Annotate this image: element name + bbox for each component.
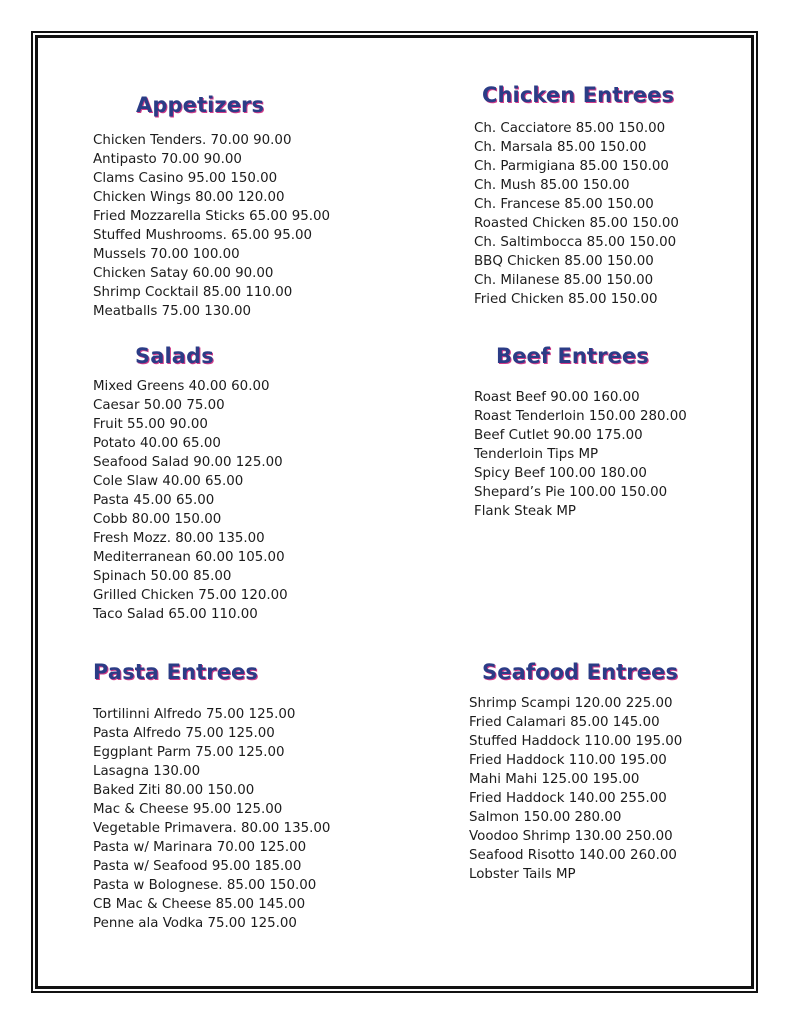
menu-item: Ch. Saltimbocca 85.00 150.00 — [474, 235, 677, 250]
menu-item: Fried Chicken 85.00 150.00 — [474, 292, 658, 307]
menu-item: Roast Beef 90.00 160.00 — [474, 390, 640, 405]
menu-item: Potato 40.00 65.00 — [93, 436, 221, 451]
menu-item: Clams Casino 95.00 150.00 — [93, 171, 278, 186]
menu-item: Stuffed Mushrooms. 65.00 95.00 — [93, 228, 313, 243]
menu-item: Roasted Chicken 85.00 150.00 — [474, 216, 679, 231]
menu-item: Spinach 50.00 85.00 — [93, 569, 232, 584]
menu-item: Fried Calamari 85.00 145.00 — [469, 715, 660, 730]
menu-item: Chicken Satay 60.00 90.00 — [93, 266, 274, 281]
menu-item: Pasta w/ Seafood 95.00 185.00 — [93, 859, 302, 874]
menu-item: Ch. Mush 85.00 150.00 — [474, 178, 630, 193]
menu-item: Salmon 150.00 280.00 — [469, 810, 622, 825]
menu-item: Caesar 50.00 75.00 — [93, 398, 225, 413]
menu-item: Ch. Francese 85.00 150.00 — [474, 197, 654, 212]
menu-item: Seafood Risotto 140.00 260.00 — [469, 848, 677, 863]
menu-item: Lobster Tails MP — [469, 867, 576, 882]
menu-item: Fresh Mozz. 80.00 135.00 — [93, 531, 265, 546]
pasta-entrees-heading: Pasta Entrees — [93, 660, 258, 684]
menu-item: Stuffed Haddock 110.00 195.00 — [469, 734, 683, 749]
menu-item: Seafood Salad 90.00 125.00 — [93, 455, 283, 470]
beef-entrees-list — [474, 388, 687, 521]
appetizers-heading: Appetizers — [136, 93, 265, 117]
menu-item: CB Mac & Cheese 85.00 145.00 — [93, 897, 306, 912]
appetizers-list — [93, 131, 330, 321]
salads-list — [93, 377, 288, 624]
menu-item: Pasta 45.00 65.00 — [93, 493, 215, 508]
menu-item: Pasta w/ Marinara 70.00 125.00 — [93, 840, 307, 855]
menu-item: Fried Haddock 140.00 255.00 — [469, 791, 667, 806]
seafood-entrees-heading: Seafood Entrees — [482, 660, 679, 684]
menu-item: Tortilinni Alfredo 75.00 125.00 — [93, 707, 296, 722]
menu-item: Spicy Beef 100.00 180.00 — [474, 466, 647, 481]
menu-item: Chicken Tenders. 70.00 90.00 — [93, 133, 292, 148]
menu-item: Cobb 80.00 150.00 — [93, 512, 222, 527]
menu-item: Roast Tenderloin 150.00 280.00 — [474, 409, 687, 424]
menu-item: Flank Steak MP — [474, 504, 576, 519]
beef-entrees-heading: Beef Entrees — [496, 344, 649, 368]
pasta-entrees-list — [93, 705, 330, 933]
menu-item: Cole Slaw 40.00 65.00 — [93, 474, 244, 489]
menu-item: Penne ala Vodka 75.00 125.00 — [93, 916, 297, 931]
menu-item: Fried Haddock 110.00 195.00 — [469, 753, 667, 768]
menu-item: Fruit 55.00 90.00 — [93, 417, 208, 432]
menu-item: Beef Cutlet 90.00 175.00 — [474, 428, 643, 443]
menu-item: Ch. Milanese 85.00 150.00 — [474, 273, 654, 288]
menu-item: Meatballs 75.00 130.00 — [93, 304, 252, 319]
menu-item: Taco Salad 65.00 110.00 — [93, 607, 258, 622]
menu-item: Voodoo Shrimp 130.00 250.00 — [469, 829, 673, 844]
menu-item: Tenderloin Tips MP — [474, 447, 599, 462]
menu-item: Mediterranean 60.00 105.00 — [93, 550, 285, 565]
menu-item: Lasagna 130.00 — [93, 764, 201, 779]
menu-item: Mahi Mahi 125.00 195.00 — [469, 772, 640, 787]
chicken-entrees-heading: Chicken Entrees — [482, 83, 675, 107]
menu-item: Fried Mozzarella Sticks 65.00 95.00 — [93, 209, 331, 224]
menu-item: Grilled Chicken 75.00 120.00 — [93, 588, 288, 603]
menu-item: Pasta Alfredo 75.00 125.00 — [93, 726, 275, 741]
menu-item: Pasta w Bolognese. 85.00 150.00 — [93, 878, 317, 893]
menu-item: Mac & Cheese 95.00 125.00 — [93, 802, 283, 817]
menu-item: Ch. Marsala 85.00 150.00 — [474, 140, 647, 155]
salads-heading: Salads — [135, 344, 214, 368]
seafood-entrees-list — [469, 694, 682, 884]
menu-item: Mixed Greens 40.00 60.00 — [93, 379, 270, 394]
menu-item: Ch. Parmigiana 85.00 150.00 — [474, 159, 669, 174]
menu-item: Vegetable Primavera. 80.00 135.00 — [93, 821, 331, 836]
chicken-entrees-list — [474, 119, 679, 309]
menu-item: Baked Ziti 80.00 150.00 — [93, 783, 255, 798]
menu-item: Mussels 70.00 100.00 — [93, 247, 240, 262]
menu-item: Chicken Wings 80.00 120.00 — [93, 190, 285, 205]
menu-item: Shepard’s Pie 100.00 150.00 — [474, 485, 668, 500]
menu-item: Shrimp Scampi 120.00 225.00 — [469, 696, 673, 711]
menu-item: Shrimp Cocktail 85.00 110.00 — [93, 285, 293, 300]
menu-item: Ch. Cacciatore 85.00 150.00 — [474, 121, 666, 136]
menu-item: Eggplant Parm 75.00 125.00 — [93, 745, 285, 760]
menu-item: BBQ Chicken 85.00 150.00 — [474, 254, 654, 269]
menu-item: Antipasto 70.00 90.00 — [93, 152, 242, 167]
